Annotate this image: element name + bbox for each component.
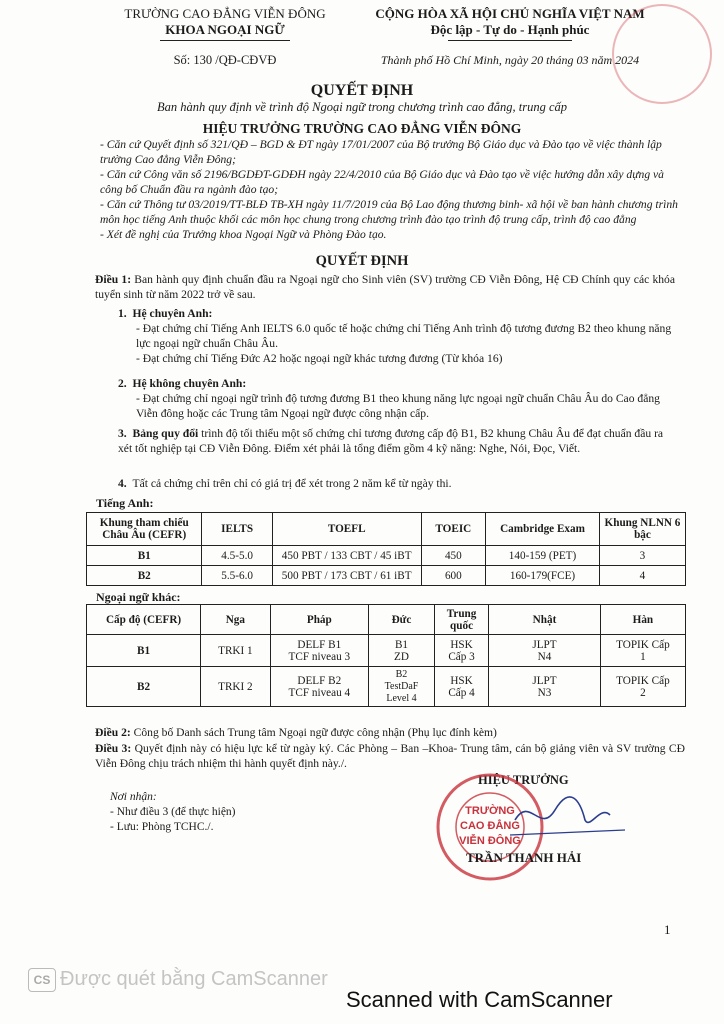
table-cell: TOPIK Cấp 2 [600,667,685,707]
item-title: Hệ không chuyên Anh: [132,377,247,390]
table-cell: DELF B1 TCF niveau 3 [270,635,368,667]
table-cell: B2 [87,667,201,707]
table-cell: JLPT N3 [489,667,601,707]
table-cell: 450 PBT / 133 CBT / 45 iBT [272,546,421,566]
table-header-cell: TOEIC [421,513,486,546]
basis-item: - Căn cứ Công văn số 2196/BGDĐT-GDĐH ngày 22/4/2010 của Bộ Giáo dục và Đào tạo về việc hướng dẫn xây dựng và công bố Chuẩn đầu ra ngành đào tạo; [100,168,664,196]
country-name: CỘNG HÒA XÃ HỘI CHỦ NGHĨA VIỆT NAM [375,6,645,21]
basis-item: - Xét đề nghị của Trưởng khoa Ngoại Ngữ và Phòng Đào tạo. [100,228,387,241]
table-row [87,635,686,667]
article-3-text: Quyết định này có hiệu lực kể từ ngày ký. Các Phòng – Ban –Khoa- Trung tâm, cán bộ giảng viên và SV trường CĐ Viễn Đông chịu trách nhiệm thi hành quyết định này./. [95,742,686,770]
decision-heading: QUYẾT ĐỊNH [315,253,409,269]
item-title: Hệ chuyên Anh: [132,307,213,320]
item-2 [118,376,678,421]
item-number: 3. [118,427,127,440]
other-table-caption: Ngoại ngữ khác: [96,590,181,604]
document-title: QUYẾT ĐỊNH [310,82,414,99]
table-cell: B1 [87,635,201,667]
national-motto: Độc lập - Tự do - Hạnh phúc [430,22,590,37]
table-header-cell: Nhật [489,605,601,635]
department-name: KHOA NGOẠI NGỮ [165,22,285,37]
legal-bases [100,137,682,242]
page-number: 1 [664,922,671,937]
table-header-cell: Hàn [600,605,685,635]
table-cell: DELF B2 TCF niveau 4 [270,667,368,707]
table-cell: B2 TestDaF Level 4 [369,667,435,707]
table-cell: 160-179(FCE) [486,566,600,586]
table-header-cell: Trung quốc [434,605,488,635]
table-header-cell: Cấp độ (CEFR) [87,605,201,635]
seal-line: TRƯỜNG [465,805,515,817]
item-line: - Đạt chứng chỉ ngoại ngữ trình độ tương đương B1 theo khung năng lực ngoại ngữ chuẩn Châu Âu do Cao đẳng Viễn đông hoặc các Trung tâm Ngoại ngữ được công nhận cấp. [136,392,660,420]
article-1 [95,272,675,302]
item-text: trình độ tối thiểu một số chứng chỉ tương đương cấp độ B1, B2 khung Châu Âu để đạt chuẩn đầu ra xét tốt nghiệp tại CĐ Viễn Đông. Điểm xét phải là tổng điểm gồm 4 kỹ năng: Nghe, Nói, Đọc, Viết. [118,427,664,455]
table-cell: 500 PBT / 173 CBT / 61 iBT [272,566,421,586]
camscanner-watermark-en: Scanned with CamScanner [346,987,613,1012]
english-table [86,512,686,586]
table-cell: TRKI 2 [201,667,270,707]
basis-item: - Căn cứ Quyết định số 321/QĐ – BGD & ĐT ngày 17/01/2007 của Bộ trưởng Bộ Giáo dục và Đào tạo về việc thành lập trường Cao đẳng Viễn Đông; [100,138,662,166]
recipient-item: - Như điều 3 (để thực hiện) [110,806,236,818]
table-row [87,546,686,566]
document-number: Số: 130 /QĐ-CĐVĐ [173,53,277,67]
table-cell: TOPIK Cấp 1 [600,635,685,667]
basis-item: - Căn cứ Thông tư 03/2019/TT-BLĐ TB-XH ngày 11/7/2019 của Bộ Lao động thương binh- xã hội về ban hành chương trình môn học tiếng Anh thuộc khối các môn học chung trong chương trình đào tạo trình độ trung cấp, trình độ cao đẳng [100,198,678,226]
other-languages-table [86,604,686,707]
motto-underline [448,40,572,41]
article-1-text: Ban hành quy định chuẩn đầu ra Ngoại ngữ cho Sinh viên (SV) trường CĐ Viễn Đông, Hệ CĐ Chính quy các khóa tuyển sinh từ năm 2022 trở về sau. [95,273,675,301]
table-header-cell: Khung tham chiếu Châu Âu (CEFR) [87,513,202,546]
table-cell: 600 [421,566,486,586]
header-divider [160,40,290,41]
table-cell: HSK Cấp 3 [434,635,488,667]
table-header-cell: Cambridge Exam [486,513,600,546]
item-line: - Đạt chứng chỉ Tiếng Đức A2 hoặc ngoại ngữ khác tương đương (Từ khóa 16) [136,352,503,365]
camscanner-logo-icon: CS [28,968,56,992]
english-table-caption: Tiếng Anh: [96,496,154,510]
table-row [87,667,686,707]
seal-line: CAO ĐẲNG [460,820,520,832]
table-header-cell: IELTS [202,513,272,546]
table-header-cell: TOEFL [272,513,421,546]
article-3-label: Điều 3: [95,742,132,755]
table-cell: TRKI 1 [201,635,270,667]
table-header-cell: Đức [369,605,435,635]
recipients-label: Nơi nhận: [110,791,157,803]
item-1 [118,306,678,366]
seal-line: VIỄN ĐÔNG [459,835,521,847]
item-4 [118,476,678,491]
school-name: TRƯỜNG CAO ĐẲNG VIỄN ĐÔNG [124,6,326,21]
place-date: Thành phố Hồ Chí Minh, ngày 20 tháng 03 năm 2024 [380,53,640,67]
table-row [87,566,686,586]
article-1-label: Điều 1: [95,273,132,286]
item-title: Bảng quy đổi [132,427,199,440]
table-header-row [87,605,686,635]
table-cell: 450 [421,546,486,566]
table-cell: B1 [87,546,202,566]
item-text: Tất cả chứng chỉ trên chỉ có giá trị để xét trong 2 năm kể từ ngày thi. [132,477,452,490]
issuing-authority: HIỆU TRƯỞNG TRƯỜNG CAO ĐẲNG VIỄN ĐÔNG [202,121,522,136]
table-cell: 5.5-6.0 [202,566,272,586]
camscanner-watermark-vi: Được quét bằng CamScanner [60,968,328,990]
recipient-item: - Lưu: Phòng TCHC./. [110,821,214,833]
article-2-label: Điều 2: [95,726,131,739]
item-3 [118,426,678,456]
item-number: 1. [118,307,127,320]
table-header-row [87,513,686,546]
table-cell: HSK Cấp 4 [434,667,488,707]
table-cell: JLPT N4 [489,635,601,667]
table-cell: B1 ZD [369,635,435,667]
item-line: - Đạt chứng chỉ Tiếng Anh IELTS 6.0 quốc tế hoặc chứng chỉ Tiếng Anh trình độ tương đương B2 theo khung năng lực ngoại ngữ chuẩn Châu Âu. [136,322,672,350]
table-header-cell: Khung NLNN 6 bậc [599,513,685,546]
table-cell: 4 [599,566,685,586]
item-number: 4. [118,477,127,490]
document-subtitle: Ban hành quy định về trình độ Ngoại ngữ trong chương trình cao đẳng, trung cấp [156,100,568,114]
recipients-block [110,790,236,835]
article-2-text: Công bố Danh sách Trung tâm Ngoại ngữ được công nhận (Phụ lục đính kèm) [130,726,497,739]
signer-name: TRẦN THANH HẢI [466,850,582,865]
table-cell: 3 [599,546,685,566]
signer-position: HIỆU TRƯỞNG [478,773,569,787]
table-cell: B2 [87,566,202,586]
table-cell: 140-159 (PET) [486,546,600,566]
table-header-cell: Nga [201,605,270,635]
handwritten-signature [510,790,630,840]
table-header-cell: Pháp [270,605,368,635]
article-3 [95,741,685,771]
table-cell: 4.5-5.0 [202,546,272,566]
article-2 [95,725,685,740]
item-number: 2. [118,377,127,390]
school-header [100,6,350,68]
